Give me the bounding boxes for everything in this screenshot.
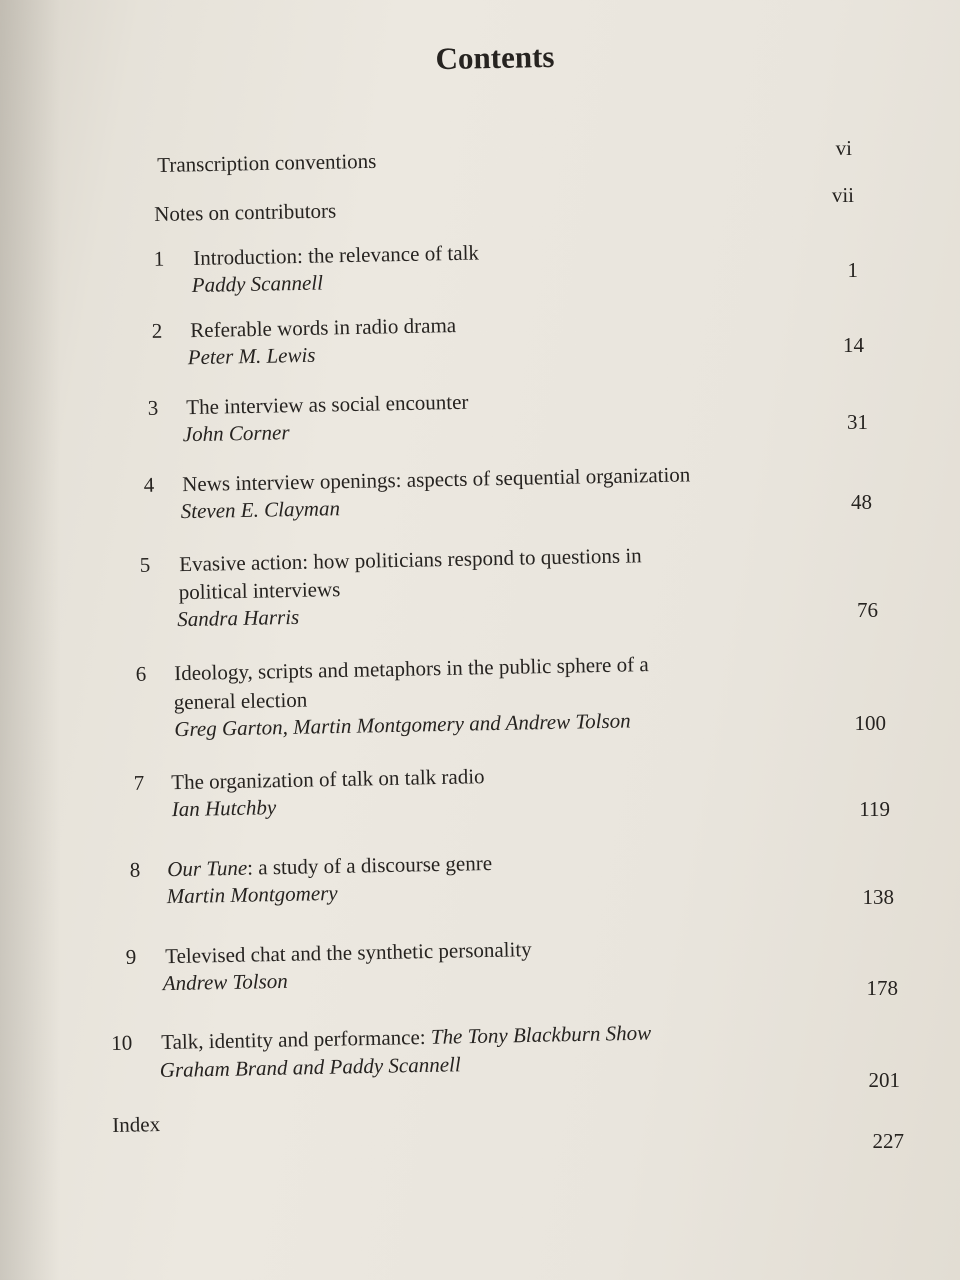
chapter-title <box>167 850 492 883</box>
page-title: Contents <box>435 38 555 77</box>
chapter-title: The interview as social encounter <box>186 389 469 420</box>
chapter-author: Andrew Tolson <box>162 968 289 996</box>
chapter-author: Steven E. Clayman <box>180 496 341 524</box>
chapter-title-italic: The Tony Blackburn Show <box>430 1020 652 1049</box>
page-number: 138 <box>862 885 894 909</box>
page-number: 76 <box>857 598 878 622</box>
chapter-title-line-2: political interviews <box>178 577 341 605</box>
chapter-author: Sandra Harris <box>177 604 300 632</box>
chapter-number: 3 <box>147 395 159 420</box>
chapter-number: 6 <box>135 661 147 686</box>
chapter-title: News interview openings: aspects of sequential organization <box>182 462 691 497</box>
chapter-author: John Corner <box>182 420 290 447</box>
chapter-title-plain: Talk, identity and performance: <box>161 1024 432 1054</box>
chapter-title: Referable words in radio drama <box>190 313 457 343</box>
chapter-number: 5 <box>139 552 151 577</box>
page-number: 178 <box>866 976 898 1000</box>
page-number: 201 <box>868 1068 900 1092</box>
page-number: vi <box>835 136 852 160</box>
chapter-author: Ian Hutchby <box>171 795 277 822</box>
entry-label: Transcription conventions <box>157 148 377 177</box>
chapter-author: Greg Garton, Martin Montgomery and Andrew Tolson <box>174 708 631 742</box>
chapter-title: The organization of talk on talk radio <box>171 764 485 795</box>
chapter-title-rest: : a study of a discourse genre <box>246 850 493 880</box>
chapter-title: Televised chat and the synthetic personality <box>165 937 532 969</box>
chapter-author: Martin Montgomery <box>166 880 338 909</box>
chapter-number: 1 <box>153 246 165 271</box>
chapter-title-line-2: general election <box>173 687 308 715</box>
chapter-title-line-1: Evasive action: how politicians respond to questions in <box>179 543 642 577</box>
chapter-title-italic: Our Tune <box>167 855 248 882</box>
entry-label: Index <box>112 1112 161 1137</box>
page-number: 119 <box>859 797 890 821</box>
page-number: 227 <box>872 1129 904 1153</box>
page-number: 31 <box>847 410 868 434</box>
chapter-number: 9 <box>125 944 137 969</box>
entry-label: Notes on contributors <box>154 198 337 226</box>
chapter-number: 7 <box>133 770 145 795</box>
chapter-author: Paddy Scannell <box>191 270 324 298</box>
chapter-number: 4 <box>143 472 155 497</box>
chapter-author: Graham Brand and Paddy Scannell <box>159 1052 461 1083</box>
chapter-number: 2 <box>151 318 163 343</box>
chapter-title-line-1: Ideology, scripts and metaphors in the public sphere of a <box>174 652 649 686</box>
chapter-number: 8 <box>129 857 141 882</box>
page-number: 1 <box>847 258 858 282</box>
chapter-title <box>161 1020 651 1056</box>
chapter-title: Introduction: the relevance of talk <box>193 240 480 270</box>
page-number: 100 <box>854 711 886 735</box>
page-number: vii <box>831 183 854 207</box>
chapter-author: Peter M. Lewis <box>187 342 316 370</box>
page-number: 14 <box>843 333 864 357</box>
page-number: 48 <box>851 490 872 514</box>
chapter-number: 10 <box>111 1030 133 1055</box>
